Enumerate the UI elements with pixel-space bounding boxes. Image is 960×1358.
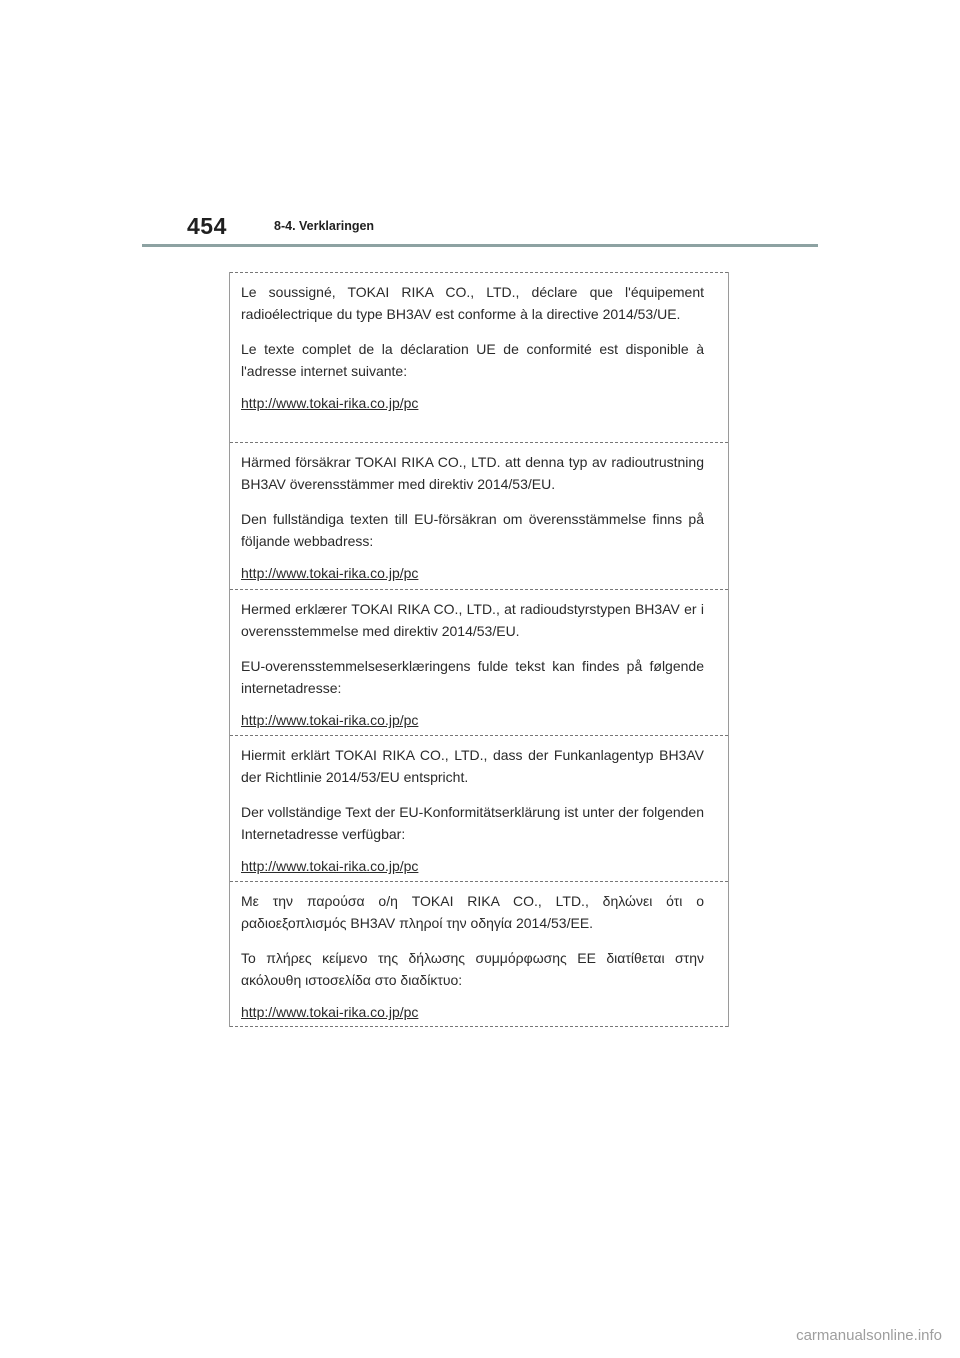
declaration-panel-de <box>230 735 728 881</box>
declaration-url-link[interactable]: http://www.tokai-rika.co.jp/pc <box>241 1004 419 1020</box>
declarations-box <box>229 272 729 1027</box>
declaration-availability: Den fullständiga texten till EU-försäkran om överensstämmelse finns på följande webbadress: <box>241 511 704 549</box>
declaration-url-link[interactable]: http://www.tokai-rika.co.jp/pc <box>241 858 419 874</box>
section-title: 8-4. Verklaringen <box>274 219 375 233</box>
declaration-statement: Hermed erklærer TOKAI RIKA CO., LTD., at radioudstyrstypen BH3AV er i overensstemmelse med direktiv 2014/53/EU. <box>241 601 704 639</box>
declaration-statement: Le soussigné, TOKAI RIKA CO., LTD., déclare que l'équipement radioélectrique du type BH3AV est conforme à la directive 2014/53/UE. <box>241 284 704 322</box>
watermark: carmanualsonline.info <box>796 1327 942 1344</box>
declaration-availability: Le texte complet de la déclaration UE de conformité est disponible à l'adresse internet suivante: <box>241 341 704 379</box>
declaration-panel-el <box>230 881 728 1027</box>
declaration-panel-sv <box>230 442 728 589</box>
declaration-url-link[interactable]: http://www.tokai-rika.co.jp/pc <box>241 712 419 728</box>
declaration-url-link[interactable]: http://www.tokai-rika.co.jp/pc <box>241 395 419 411</box>
declaration-url-link[interactable]: http://www.tokai-rika.co.jp/pc <box>241 565 419 581</box>
declaration-statement: Härmed försäkrar TOKAI RIKA CO., LTD. att denna typ av radioutrustning BH3AV överensstämmer med direktiv 2014/53/EU. <box>241 454 704 492</box>
declaration-availability: Der vollständige Text der EU-Konformitätserklärung ist unter der folgenden Internetadresse verfügbar: <box>241 804 704 842</box>
declaration-availability: Το πλήρες κείμενο της δήλωσης συμμόρφωσης ΕΕ διατίθεται στην ακόλουθη ιστοσελίδα στο διαδίκτυο: <box>241 950 704 988</box>
declaration-panel-fr <box>230 272 728 442</box>
page-number: 454 <box>187 213 227 239</box>
header-divider <box>142 244 818 247</box>
declaration-statement: Με την παρούσα ο/η TOKAI RIKA CO., LTD., δηλώνει ότι ο ραδιοεξοπλισμός BH3AV πληροί την οδηγία 2014/53/ΕΕ. <box>241 893 704 931</box>
declaration-panel-da <box>230 589 728 735</box>
declaration-statement: Hiermit erklärt TOKAI RIKA CO., LTD., dass der Funkanlagentyp BH3AV der Richtlinie 2014/53/EU entspricht. <box>241 747 704 785</box>
declaration-availability: EU-overensstemmelseserklæringens fulde tekst kan findes på følgende internetadresse: <box>241 658 704 696</box>
page-header <box>0 0 960 250</box>
